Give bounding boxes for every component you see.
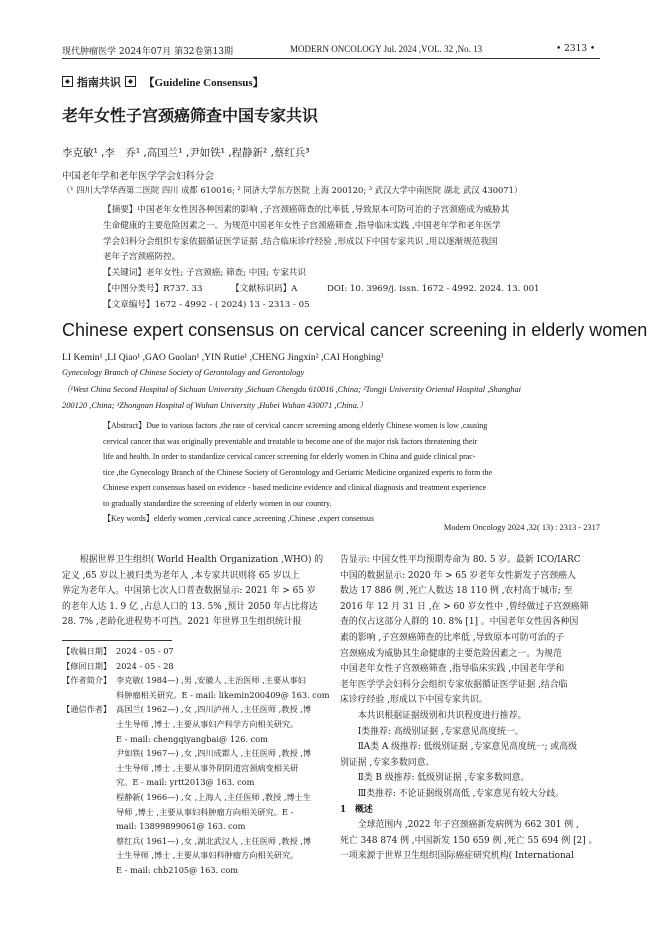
body-line: 死亡 348 874 例 ,中国新发 150 659 例 ,死亡 55 694 例 [2] 。 bbox=[340, 835, 598, 846]
article-title-en: Chinese expert consensus on cervical cancer screening in elderly women bbox=[62, 320, 648, 340]
body-line: 根据世界卫生组织( World Health Organization ,WHO) 的 bbox=[62, 555, 324, 565]
info-label: 【收稿日期】 bbox=[62, 646, 112, 656]
body-line: 一项来源于世界卫生组织国际癌症研究机构( International bbox=[340, 851, 574, 862]
section-badge-icon bbox=[125, 76, 136, 87]
info-value-line: 导师 ,博士 ,主要从事妇科肿瘤方向相关研究。E - bbox=[116, 806, 294, 817]
info-correspondence bbox=[62, 702, 327, 877]
info-value-line: 蔡红兵( 1961—) ,女 ,湖北武汉人 ,主任医师 ,教授 ,博 bbox=[116, 835, 312, 846]
info-value bbox=[116, 673, 330, 702]
document-code: 【文献标识码】A bbox=[231, 283, 298, 294]
abstract-en-line: cervical cancer that was originally preventable and treatable to become one of the major risk factors threatening their bbox=[103, 436, 478, 446]
article-title-cn: 老年女性子宫颈癌筛查中国专家共识 bbox=[62, 106, 319, 125]
info-author bbox=[62, 673, 330, 702]
section-label-cn: 指南共识 bbox=[76, 76, 121, 89]
body-line: ⅡA类 A 级推荐: 低级别证据 ,专家意见高度统一; 或高级 bbox=[340, 742, 578, 753]
organization-cn: 中国老年学和老年医学学会妇科分会 bbox=[62, 171, 215, 182]
info-value-line: E - mail: chengqiyangbai@ 126. com bbox=[116, 733, 268, 744]
body-line: 本共识根据证据级别和共识程度进行推荐。 bbox=[340, 710, 527, 721]
footnote-rule bbox=[62, 640, 172, 641]
body-line: 床诊疗经验 ,形成以下中国专家共识。 bbox=[340, 695, 488, 706]
abstract-en-line: Chinese expert consensus based on evidence - based medicine evidence and clinical diagnosis and treatment experience bbox=[103, 483, 487, 492]
running-header-journal: 现代肿瘤医学 2024年07月 第32卷第13期 bbox=[62, 47, 233, 57]
left-column-body bbox=[62, 553, 324, 631]
body-line: Ⅱ类 B 级推荐: 低级别证据 ,专家多数同意。 bbox=[340, 773, 530, 784]
section-badge-icon bbox=[62, 76, 73, 87]
info-value bbox=[116, 702, 327, 877]
body-line: 老年医学学会妇科分会组织专家依据循证医学证据 ,结合临 bbox=[340, 679, 568, 690]
affiliations-en-line: 200120 ,China; ³Zhongnan Hospital of Wuhan University ,Hubei Wuhan 430071 ,China.） bbox=[62, 400, 368, 410]
body-line: Ⅰ类推荐: 高级别证据 ,专家意见高度统一。 bbox=[340, 726, 524, 737]
info-label: 【修回日期】 bbox=[62, 660, 112, 671]
section-label-en: 【Guideline Consensus】 bbox=[143, 77, 264, 89]
info-value-line: 高国兰( 1962—) ,女 ,四川泸州人 ,主任医师 ,教授 ,博 bbox=[116, 704, 312, 715]
info-value-line: 士生导师 ,博士 ,主要从事妇产科学方向相关研究。 bbox=[116, 718, 299, 729]
abstract-cn-line: 老年子宫颈癌防控。 bbox=[103, 252, 181, 263]
doi: DOI: 10. 3969/j. issn. 1672 - 4992. 2024. 13. 001 bbox=[327, 283, 540, 294]
info-value-line: 尹如铁( 1967—) ,女 ,四川成都人 ,主任医师 ,教授 ,博 bbox=[116, 748, 312, 759]
body-line: 告显示: 中国女性平均预期寿命为 80. 5 岁。最新 ICO/IARC bbox=[340, 555, 581, 565]
abstract-en bbox=[103, 418, 573, 527]
body-line: 宫颈癌成为威胁其生命健康的主要危险因素之一。为规范 bbox=[340, 648, 562, 659]
info-label: 【作者简介】 bbox=[62, 675, 112, 686]
affiliations-en bbox=[62, 382, 607, 413]
body-line: 查的仅占这部分人群的 10. 8% [1] 。中国老年女性因各种因 bbox=[340, 617, 579, 628]
body-line: 全球范围内 ,2022 年子宫颈癌新发病例为 662 301 例 , bbox=[340, 820, 579, 831]
body-line: 2016 年 12 月 31 日 ,在 > 60 岁女性中 ,曾经做过子宫颈癌筛 bbox=[340, 601, 589, 612]
body-line: Ⅲ类推荐: 不论证据级别高低 ,专家意见有较大分歧。 bbox=[340, 788, 565, 799]
info-value-line: 士生导师 ,博士 ,主要从事妇科肿瘤方向相关研究。 bbox=[116, 850, 299, 861]
article-number: 【文章编号】1672 - 4992 - ( 2024) 13 - 2313 - 05 bbox=[103, 299, 310, 310]
body-line: 定义 ,65 岁以上被归类为老年人 ,本专家共识则将 65 岁以上 bbox=[62, 570, 300, 581]
keywords-en: 【Key words】elderly women ,cervical cance ,screening ,Chinese ,expert consensus bbox=[103, 514, 375, 523]
info-value-line: 究。E - mail: yrtt2013@ 163. com bbox=[116, 777, 255, 788]
info-value-line: 士生导师 ,博士 ,主要从事外阴阴道宫颈病变相关研 bbox=[116, 762, 299, 773]
info-value-line: 程静新( 1966—) ,女 ,上海人 ,主任医师 ,教授 ,博士生 bbox=[116, 791, 312, 802]
abstract-cn-line: 学会妇科分会组织专家依据循证医学证据 ,结合临床诊疗经验 ,形成以下中国专家共识 ,用以逐渐规范我国 bbox=[103, 236, 498, 247]
body-line: 中国老年女性子宫颈癌筛查 ,指导临床实践 ,中国老年学和 bbox=[340, 664, 565, 675]
body-line: 28. 7% ,老龄化进程势不可挡。2021 年世界卫生组织统计报 bbox=[62, 617, 302, 628]
abstract-en-line: life and health. In order to standardize cervical cancer screening for elderly women in China and guide clinical prac- bbox=[103, 452, 476, 461]
info-value: 2024 - 05 - 07 bbox=[116, 646, 174, 656]
right-column-body bbox=[340, 553, 602, 865]
authors-en: LI Kemin¹ ,LI Qiao¹ ,GAO Guolan¹ ,YIN Rutie¹ ,CHENG Jingxin² ,CAI Hongbing³ bbox=[62, 352, 384, 363]
abstract-cn bbox=[103, 203, 573, 314]
running-header-journal-en: MODERN ONCOLOGY Jul. 2024 ,VOL. 32 ,No. 13 bbox=[290, 44, 483, 54]
abstract-en-line: to gradually standardize the screening of elderly women in our country. bbox=[103, 498, 332, 508]
header-rule bbox=[62, 58, 600, 59]
clc-number: 【中图分类号】R737. 33 bbox=[103, 283, 203, 294]
section-label bbox=[62, 74, 264, 90]
organization-en: Gynecology Branch of Chinese Society of Gerontology and Gerontology bbox=[62, 368, 305, 377]
info-value-line: 科肿瘤相关研究。E - mail: likemin200409@ 163. com bbox=[116, 689, 330, 700]
affiliations-cn: （¹ 四川大学华西第二医院 四川 成都 610016; ² 同济大学东方医院 上海 200120; ³ 武汉大学中南医院 湖北 武汉 430071） bbox=[62, 185, 523, 195]
body-line: 别证据 ,专家多数同意。 bbox=[340, 757, 435, 768]
citation: Modern Oncology 2024 ,32( 13) : 2313 - 2317 bbox=[443, 523, 600, 532]
info-value: 2024 - 05 - 28 bbox=[116, 660, 174, 671]
abstract-cn-line: 生命健康的主要危险因素之一。为规范中国老年女性子宫颈癌筛查 ,指导临床实践 ,中国老年学和老年医学 bbox=[103, 220, 501, 231]
body-line: 界定为老年人。中国第七次人口普查数据显示: 2021 年 > 65 岁 bbox=[62, 586, 316, 597]
info-value-line: E - mail: chb2105@ 163. com bbox=[116, 864, 239, 875]
body-line: 数达 17 886 例 ,死亡人数达 18 110 例 ,农村高于城市; 至 bbox=[340, 586, 573, 597]
section-heading-overview: 1 概述 bbox=[340, 804, 373, 815]
abstract-en-line: tice ,the Gynecology Branch of the Chinese Society of Gerontology and Geriatric Medicine organized experts to form the bbox=[103, 467, 493, 477]
body-line: 中国的数据显示: 2020 年 > 65 岁老年女性新发子宫颈癌人 bbox=[340, 570, 576, 581]
body-line: 素的影响 ,子宫颈癌筛查的比率低 ,导致原本可防可治的子 bbox=[340, 632, 565, 643]
abstract-en-line: 【Abstract】Due to various factors ,the rate of cervical cancer screening among elderly Chinese women is low ,causing bbox=[103, 421, 488, 430]
authors-cn: 李克敏¹ ,李 乔¹ ,高国兰¹ ,尹如铁¹ ,程静新² ,蔡红兵³ bbox=[62, 147, 310, 159]
affiliations-en-line: （¹West China Second Hospital of Sichuan University ,Sichuan Chengdu 610016 ,China; ²Tongji University Oriental Hospital ,Shanghai bbox=[62, 385, 521, 394]
info-value-line: 李克敏( 1984—) ,男 ,安徽人 ,主治医师 ,主要从事妇 bbox=[116, 675, 306, 686]
keywords-cn: 【关键词】老年女性; 子宫颈癌; 筛查; 中国; 专家共识 bbox=[103, 268, 306, 279]
article-info bbox=[62, 644, 330, 878]
page-number: • 2313 • bbox=[556, 44, 596, 54]
info-label: 【通信作者】 bbox=[62, 704, 112, 715]
info-revised bbox=[62, 659, 327, 674]
abstract-cn-line: 【摘要】中国老年女性因各种因素的影响 ,子宫颈癌筛查的比率低 ,导致原本可防可治的子宫颈癌成为威胁其 bbox=[103, 205, 510, 215]
body-line: 的老年人达 1. 9 亿 ,占总人口的 13. 5% ,预计 2050 年占比将达 bbox=[62, 601, 318, 612]
info-value-line: mail: 13899899061@ 163. com bbox=[116, 821, 246, 832]
info-received bbox=[62, 644, 327, 659]
